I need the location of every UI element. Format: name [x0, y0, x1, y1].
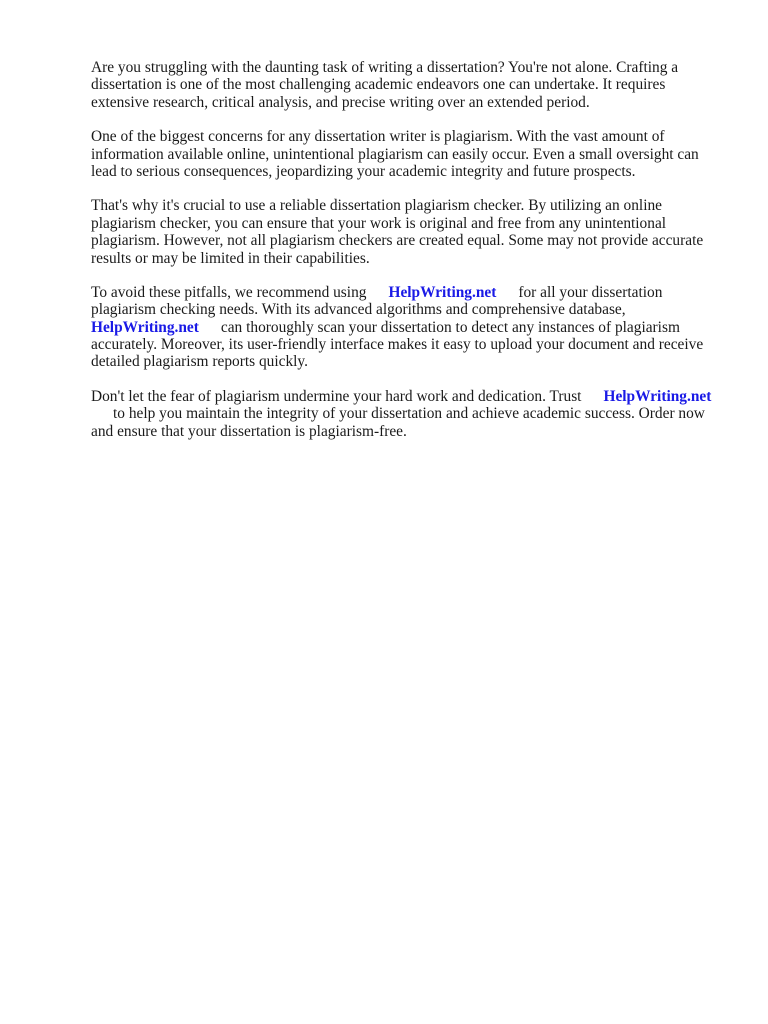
text-line: One of the biggest concerns for any dissertation writer is plagiarism. With the vast amount of	[91, 128, 665, 146]
text-segment: Don't let the fear of plagiarism undermine your hard work and dedication. Trust	[91, 387, 582, 405]
text-line	[91, 319, 721, 336]
text-segment: To avoid these pitfalls, we recommend using	[91, 283, 367, 301]
paragraph-plagiarism-concern	[91, 128, 721, 180]
text-line: to help you maintain the integrity of your dissertation and achieve academic success. Order now	[113, 405, 705, 423]
helpwriting-link[interactable]: HelpWriting.net	[91, 318, 199, 336]
text-segment: can thoroughly scan your dissertation to detect any instances of plagiarism	[220, 318, 680, 336]
text-line: detailed plagiarism reports quickly.	[91, 353, 308, 371]
text-line: accurately. Moreover, its user-friendly interface makes it easy to upload your document and receive	[91, 336, 704, 354]
text-line: results or may be limited in their capabilities.	[91, 249, 370, 267]
text-line: plagiarism checker, you can ensure that your work is original and free from any unintentional	[91, 214, 667, 232]
helpwriting-link[interactable]: HelpWriting.net	[603, 387, 712, 405]
paragraph-recommendation	[91, 284, 721, 371]
text-line: information available online, unintentional plagiarism can easily occur. Even a small oversight can	[91, 145, 699, 163]
text-line: lead to serious consequences, jeopardizing your academic integrity and future prospects.	[91, 162, 636, 180]
text-line: Are you struggling with the daunting task of writing a dissertation? You're not alone. Crafting a	[91, 59, 679, 76]
text-line	[91, 284, 721, 301]
text-segment: for all your dissertation	[518, 283, 663, 301]
paragraph-call-to-action	[91, 388, 721, 440]
text-line: extensive research, critical analysis, and precise writing over an extended period.	[91, 93, 590, 111]
document-body	[91, 59, 721, 457]
text-line: plagiarism. However, not all plagiarism checkers are created equal. Some may not provide accurate	[91, 232, 704, 250]
paragraph-intro	[91, 59, 721, 111]
text-line: dissertation is one of the most challenging academic endeavors one can undertake. It requires	[91, 76, 666, 94]
paragraph-checker-importance	[91, 197, 721, 267]
text-line: and ensure that your dissertation is plagiarism-free.	[91, 422, 407, 440]
text-line: plagiarism checking needs. With its advanced algorithms and comprehensive database,	[91, 301, 626, 319]
helpwriting-link[interactable]: HelpWriting.net	[388, 283, 497, 301]
text-line	[91, 388, 721, 405]
text-line: That's why it's crucial to use a reliable dissertation plagiarism checker. By utilizing an online	[91, 197, 662, 215]
